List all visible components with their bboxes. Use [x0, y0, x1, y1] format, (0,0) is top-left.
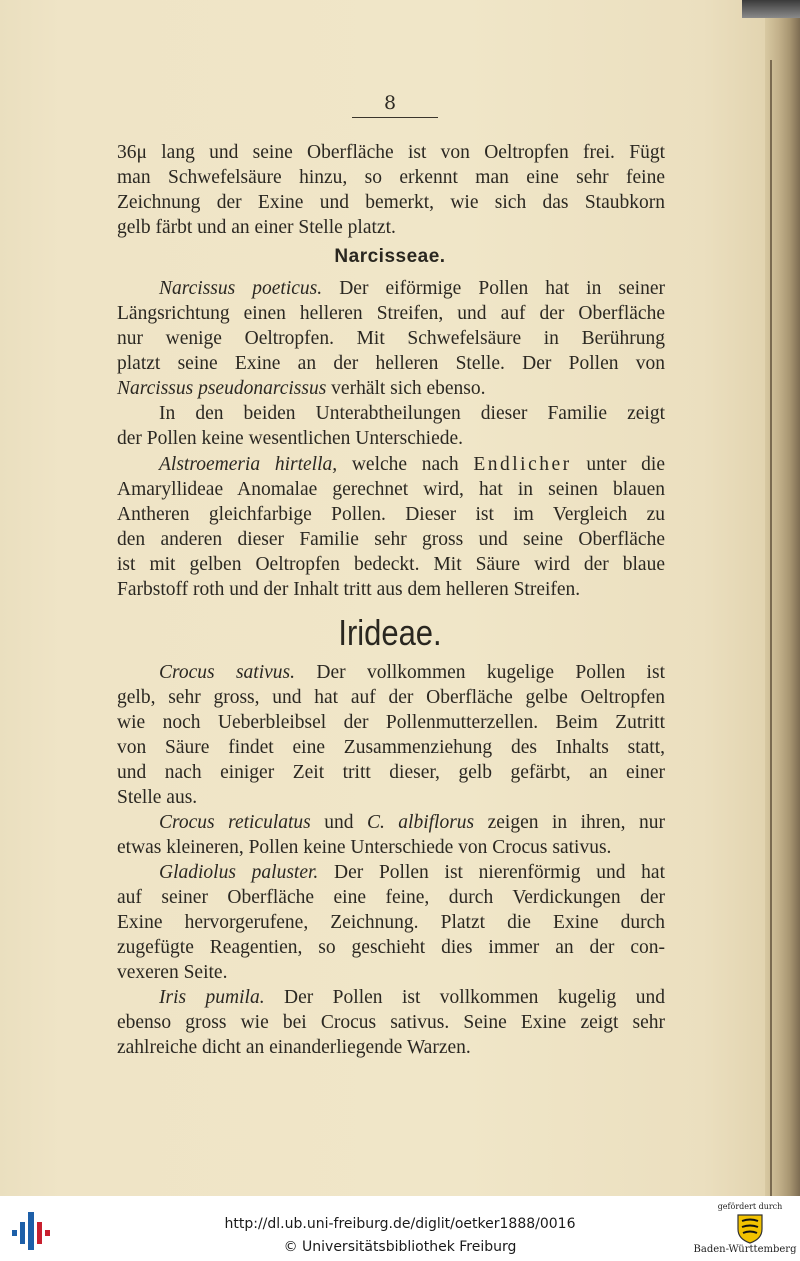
copyright-text: © Universitätsbibliothek Freiburg [283, 1239, 517, 1255]
text-span: unter die [571, 454, 666, 475]
species-name: Crocus sativus. [159, 662, 296, 683]
text-line: vexeren Seite. [117, 962, 228, 983]
text-line [159, 452, 665, 477]
species-name: C. albiflorus [366, 812, 475, 833]
text-line: wie noch Ueberbleibsel der Pollenmutterzellen. Beim Zutritt [117, 712, 665, 733]
text-line: den anderen dieser Familie sehr gross und seine Oberfläche [117, 529, 665, 550]
page-number-rule [352, 117, 438, 118]
text-line: von Säure findet eine Zusammenziehung des Inhalts statt, [117, 737, 665, 758]
viewer-footer [0, 1196, 800, 1261]
text-line [159, 985, 665, 1010]
text-line: zugefügte Reagentien, so geschieht dies immer an der con- [117, 937, 665, 958]
text-line: nur wenige Oeltropfen. Mit Schwefelsäure in Berührung [117, 328, 665, 349]
text-line: Längsrichtung einen helleren Streifen, und auf der Oberfläche [117, 303, 665, 324]
text-line: der Pollen keine wesentlichen Unterschiede. [117, 428, 464, 449]
text-line: Farbstoff roth und der Inhalt tritt aus dem helleren Streifen. [117, 579, 581, 600]
species-name: Alstroemeria hirtella, [159, 454, 338, 475]
text-line: 36μ lang und seine Oberfläche ist von Oeltropfen frei. Fügt [117, 142, 665, 163]
text-span: verhält sich ebenso. [326, 378, 486, 399]
species-name: Crocus reticulatus [159, 812, 311, 833]
ub-freiburg-logo-icon[interactable] [10, 1208, 52, 1252]
text-span: Der Pollen ist nierenförmig und hat [318, 862, 665, 883]
text-line: etwas kleineren, Pollen keine Unterschiede von Crocus sativus. [117, 837, 612, 858]
text-span: und [310, 812, 367, 833]
text-line: In den beiden Unterabtheilungen dieser Familie zeigt [159, 403, 665, 424]
text-line: Zeichnung der Exine und bemerkt, wie sich das Staubkorn [117, 192, 665, 213]
text-line: platzt seine Exine an der helleren Stelle. Der Pollen von [117, 353, 665, 374]
text-line: ebenso gross wie bei Crocus sativus. Seine Exine zeigt sehr [117, 1012, 665, 1033]
text-span: Der vollkommen kugelige Pollen ist [295, 662, 665, 683]
section-heading-narcisseae: Narcisseae. [334, 246, 446, 267]
text-line: auf seiner Oberfläche eine feine, durch Verdickungen der [117, 887, 665, 908]
text-line: ist mit gelben Oeltropfen bedeckt. Mit Säure wird der blaue [117, 554, 665, 575]
text-line [117, 376, 665, 401]
text-line: gelb färbt und an einer Stelle platzt. [117, 217, 396, 238]
text-line: Stelle aus. [117, 787, 198, 808]
text-line: gelb, sehr gross, und hat auf der Oberfläche gelbe Oeltropfen [117, 687, 665, 708]
page-number: 8 [383, 92, 397, 114]
text-line [159, 276, 665, 301]
text-line [159, 810, 665, 835]
text-line: zahlreiche dicht an einanderliegende Warzen. [117, 1037, 471, 1058]
funded-by-label: gefördert durch [717, 1202, 783, 1211]
gutter-edge [770, 60, 772, 1196]
species-name: Iris pumila. [159, 987, 265, 1008]
text-line: man Schwefelsäure hinzu, so erkennt man eine sehr feine [117, 167, 665, 188]
scan-corner [742, 0, 800, 18]
section-heading-irideae: Irideae. [338, 612, 442, 653]
text-span: Der eiförmige Pollen hat in seiner [322, 278, 665, 299]
species-name: Gladiolus paluster. [159, 862, 319, 883]
baden-wuerttemberg-crest-icon [733, 1212, 767, 1244]
species-name: Narcissus poeticus. [159, 278, 323, 299]
text-line: und nach einiger Zeit tritt dieser, gelb gefärbt, an einer [117, 762, 665, 783]
text-span: zeigen in ihren, nur [474, 812, 665, 833]
species-name: Narcissus pseudonarcissus [117, 378, 327, 399]
text-span: Der Pollen ist vollkommen kugelig und [264, 987, 665, 1008]
funder-name: Baden-Württemberg [693, 1244, 797, 1255]
document-url-link[interactable]: http://dl.ub.uni-freiburg.de/diglit/oetker1888/0016 [224, 1216, 576, 1232]
text-span: welche nach [337, 454, 474, 475]
text-line: Amaryllideae Anomalae gerechnet wird, hat in seinen blauen [117, 479, 665, 500]
text-line: Antheren gleichfarbige Pollen. Dieser ist im Vergleich zu [117, 504, 665, 525]
text-line [159, 660, 665, 685]
author-name: Endlicher [473, 454, 572, 475]
text-line [159, 860, 665, 885]
text-line: Exine hervorgerufene, Zeichnung. Platzt die Exine durch [117, 912, 665, 933]
